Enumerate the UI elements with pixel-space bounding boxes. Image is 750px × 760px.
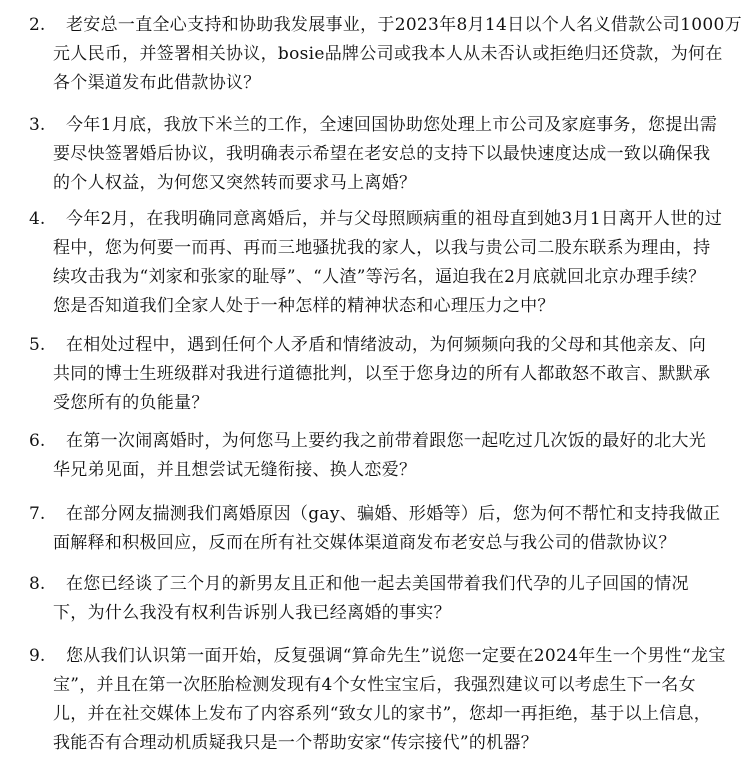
- item-number: 9.: [29, 646, 46, 666]
- item-text-line: 在部分网友揣测我们离婚原因（gay、骗婚、形婚等）后，您为何不帮忙和支持我做正: [66, 504, 721, 524]
- item-number: 6.: [29, 431, 46, 451]
- item-number: 5.: [29, 335, 46, 355]
- item-text-line: 您从我们认识第一面开始，反复强调“算命先生”说您一定要在2024年生一个男性“龙宝: [66, 646, 726, 666]
- item-number: 4.: [29, 209, 46, 229]
- item-text-line: 面解释和积极回应，反而在所有社交媒体渠道商发布老安总与我公司的借款协议？: [53, 533, 676, 553]
- item-text-line: 受您所有的负能量？: [53, 393, 209, 413]
- item-text-line: 各个渠道发布此借款协议？: [53, 73, 261, 93]
- item-text-line: 的个人权益，为何您又突然转而要求马上离婚？: [53, 173, 417, 193]
- item-text-line: 今年2月，在我明确同意离婚后，并与父母照顾病重的祖母直到她3月1日离开人世的过: [66, 209, 723, 229]
- item-text-line: 今年1月底，我放下米兰的工作，全速回国协助您处理上市公司及家庭事务，您提出需: [66, 115, 718, 135]
- item-text-line: 在第一次闹离婚时，为何您马上要约我之前带着跟您一起吃过几次饭的最好的北大光: [66, 431, 707, 451]
- item-text-line: 华兄弟见面，并且想尝试无缝衔接、换人恋爱？: [53, 460, 417, 480]
- item-text-line: 下，为什么我没有权利告诉别人我已经离婚的事实？: [53, 603, 451, 623]
- item-number: 2.: [29, 15, 46, 35]
- item-text-line: 续攻击我为“刘家和张家的耻辱”、“人渣”等污名，逼迫我在2月底就回北京办理手续？: [53, 267, 706, 287]
- item-text-line: 要尽快签署婚后协议，我明确表示希望在老安总的支持下以最快速度达成一致以确保我: [53, 144, 711, 164]
- item-text-line: 在您已经谈了三个月的新男友且正和他一起去美国带着我们代孕的儿子回国的情况: [66, 574, 689, 594]
- item-number: 8.: [29, 574, 46, 594]
- item-text-line: 我能否有合理动机质疑我只是一个帮助安家“传宗接代”的机器？: [53, 733, 539, 753]
- item-text-line: 共同的博士生班级群对我进行道德批判，以至于您身边的所有人都敢怒不敢言、默默承: [53, 364, 711, 384]
- item-number: 7.: [29, 504, 46, 524]
- item-text-line: 老安总一直全心支持和协助我发展事业，于2023年8月14日以个人名义借款公司1000万: [66, 15, 742, 35]
- item-text-line: 程中，您为何要一而再、再而三地骚扰我的家人，以我与贵公司二股东联系为理由，持: [53, 238, 711, 258]
- item-text-line: 您是否知道我们全家人处于一种怎样的精神状态和心理压力之中？: [53, 296, 555, 316]
- item-text-line: 儿，并在社交媒体上发布了内容系列“致女儿的家书”，您却一再拒绝，基于以上信息，: [53, 704, 712, 724]
- item-number: 3.: [29, 115, 46, 135]
- item-text-line: 元人民币，并签署相关协议，bosie品牌公司或我本人从未否认或拒绝归还贷款，为何在: [53, 44, 723, 64]
- item-text-line: 宝”，并且在第一次胚胎检测发现有4个女性宝宝后，我强烈建议可以考虑生下一名女: [53, 675, 696, 695]
- item-text-line: 在相处过程中，遇到任何个人矛盾和情绪波动，为何频频向我的父母和其他亲友、向: [66, 335, 707, 355]
